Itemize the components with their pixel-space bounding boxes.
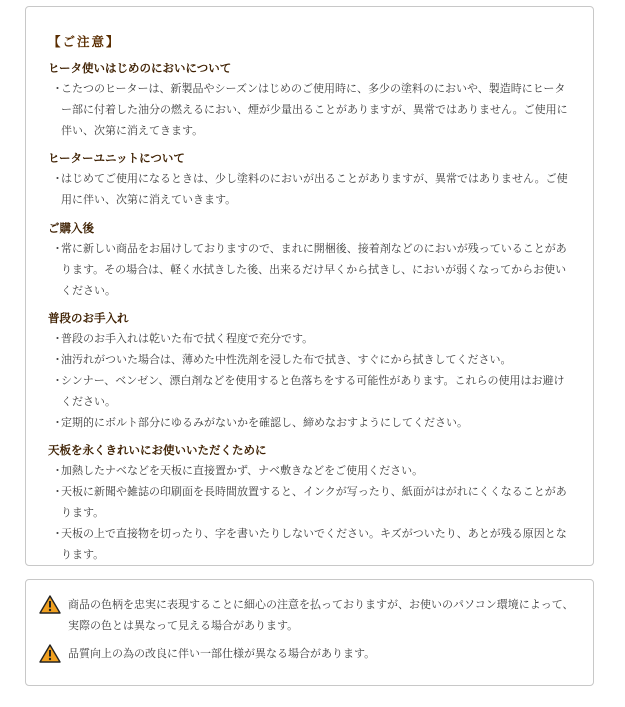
section-heading: ご購入後 xyxy=(48,220,94,235)
item-text: 天板の上で直接物を切ったり、字を書いたりしないでください。キズがついたり、あとが残る原因となります。 xyxy=(61,526,567,561)
bullet: ・ xyxy=(52,353,63,367)
bullet: ・ xyxy=(52,241,63,255)
item-text: 常に新しい商品をお届けしておりますので、まれに開梱後、接着剤などのにおいが残っていることがあります。その場合は、軽く水拭きした後、出来るだけ早くから拭きし、においが弱くなってからお使いください。 xyxy=(61,241,567,297)
notice-item xyxy=(48,413,571,434)
bullet: ・ xyxy=(52,526,63,540)
notice-section xyxy=(48,310,571,433)
warning-panel xyxy=(25,579,594,686)
item-text: シンナー、ベンゼン、漂白剤などを使用すると色落ちをする可能性があります。これらの使用はお避けください。 xyxy=(61,373,565,408)
warning-icon xyxy=(39,595,61,614)
item-text: 普段のお手入れは乾いた布で拭く程度で充分です。 xyxy=(61,332,314,346)
item-text: はじめてご使用になるときは、少し塗料のにおいが出ることがありますが、異常ではありません。ご使用に伴い、次第に消えていきます。 xyxy=(61,172,568,207)
bullet: ・ xyxy=(52,415,63,429)
bullet: ・ xyxy=(52,373,63,387)
item-text: 天板に新聞や雑誌の印刷面を長時間放置すると、インクが写ったり、紙面がはがれにくくなることがあります。 xyxy=(61,485,567,519)
warning-text: 商品の色柄を忠実に表現することに細心の注意を払っておりますが、お使いのパソコン環境によって、実際の色とは異なって見える場合があります。 xyxy=(68,598,574,632)
warning-row xyxy=(39,594,581,636)
notice-title: 【ご注意】 xyxy=(48,34,121,49)
section-heading: 天板を永くきれいにお使いいただくために xyxy=(48,443,267,458)
notice-section xyxy=(48,442,571,565)
notice-item xyxy=(48,329,571,350)
notice-item xyxy=(48,461,571,482)
bullet: ・ xyxy=(52,485,63,499)
item-text: 加熱したナベなどを天板に直接置かず、ナベ敷きなどをご使用ください。 xyxy=(61,464,424,478)
warning-row xyxy=(39,643,581,664)
notice-section xyxy=(48,150,571,211)
notice-item xyxy=(48,169,571,211)
notice-item xyxy=(48,482,571,524)
bullet: ・ xyxy=(52,332,63,346)
bullet: ・ xyxy=(52,82,63,95)
section-heading: 普段のお手入れ xyxy=(48,311,129,326)
item-text: こたつのヒーターは、新製品やシーズンはじめのご使用時に、多少の塗料のにおいや、製造時にヒーター部に付着した油分の燃えるにおい、煙が少量出ることがありますが、異常ではありません。ご使用に伴い、次第に消えてきます。 xyxy=(61,82,568,137)
notice-sections xyxy=(48,60,571,565)
notice-item xyxy=(48,371,571,413)
notice-section xyxy=(48,60,571,141)
bullet: ・ xyxy=(52,464,63,478)
bullet: ・ xyxy=(52,172,63,186)
notice-item xyxy=(48,350,571,371)
notice-item xyxy=(48,239,571,301)
section-heading: ヒーターユニットについて xyxy=(48,151,185,166)
notice-item xyxy=(48,524,571,566)
notice-panel xyxy=(25,6,594,566)
warning-list xyxy=(39,594,581,664)
notice-section xyxy=(48,220,571,301)
section-heading: ヒータ使いはじめのにおいについて xyxy=(48,61,232,75)
warning-icon xyxy=(39,644,61,663)
notice-item xyxy=(48,79,571,141)
warning-text: 品質向上の為の改良に伴い一部仕様が異なる場合があります。 xyxy=(68,647,376,660)
item-text: 油汚れがついた場合は、薄めた中性洗剤を浸した布で拭き、すぐにから拭きしてください。 xyxy=(61,353,512,367)
item-text: 定期的にボルト部分にゆるみがないかを確認し、締めなおすようにしてください。 xyxy=(61,415,468,429)
